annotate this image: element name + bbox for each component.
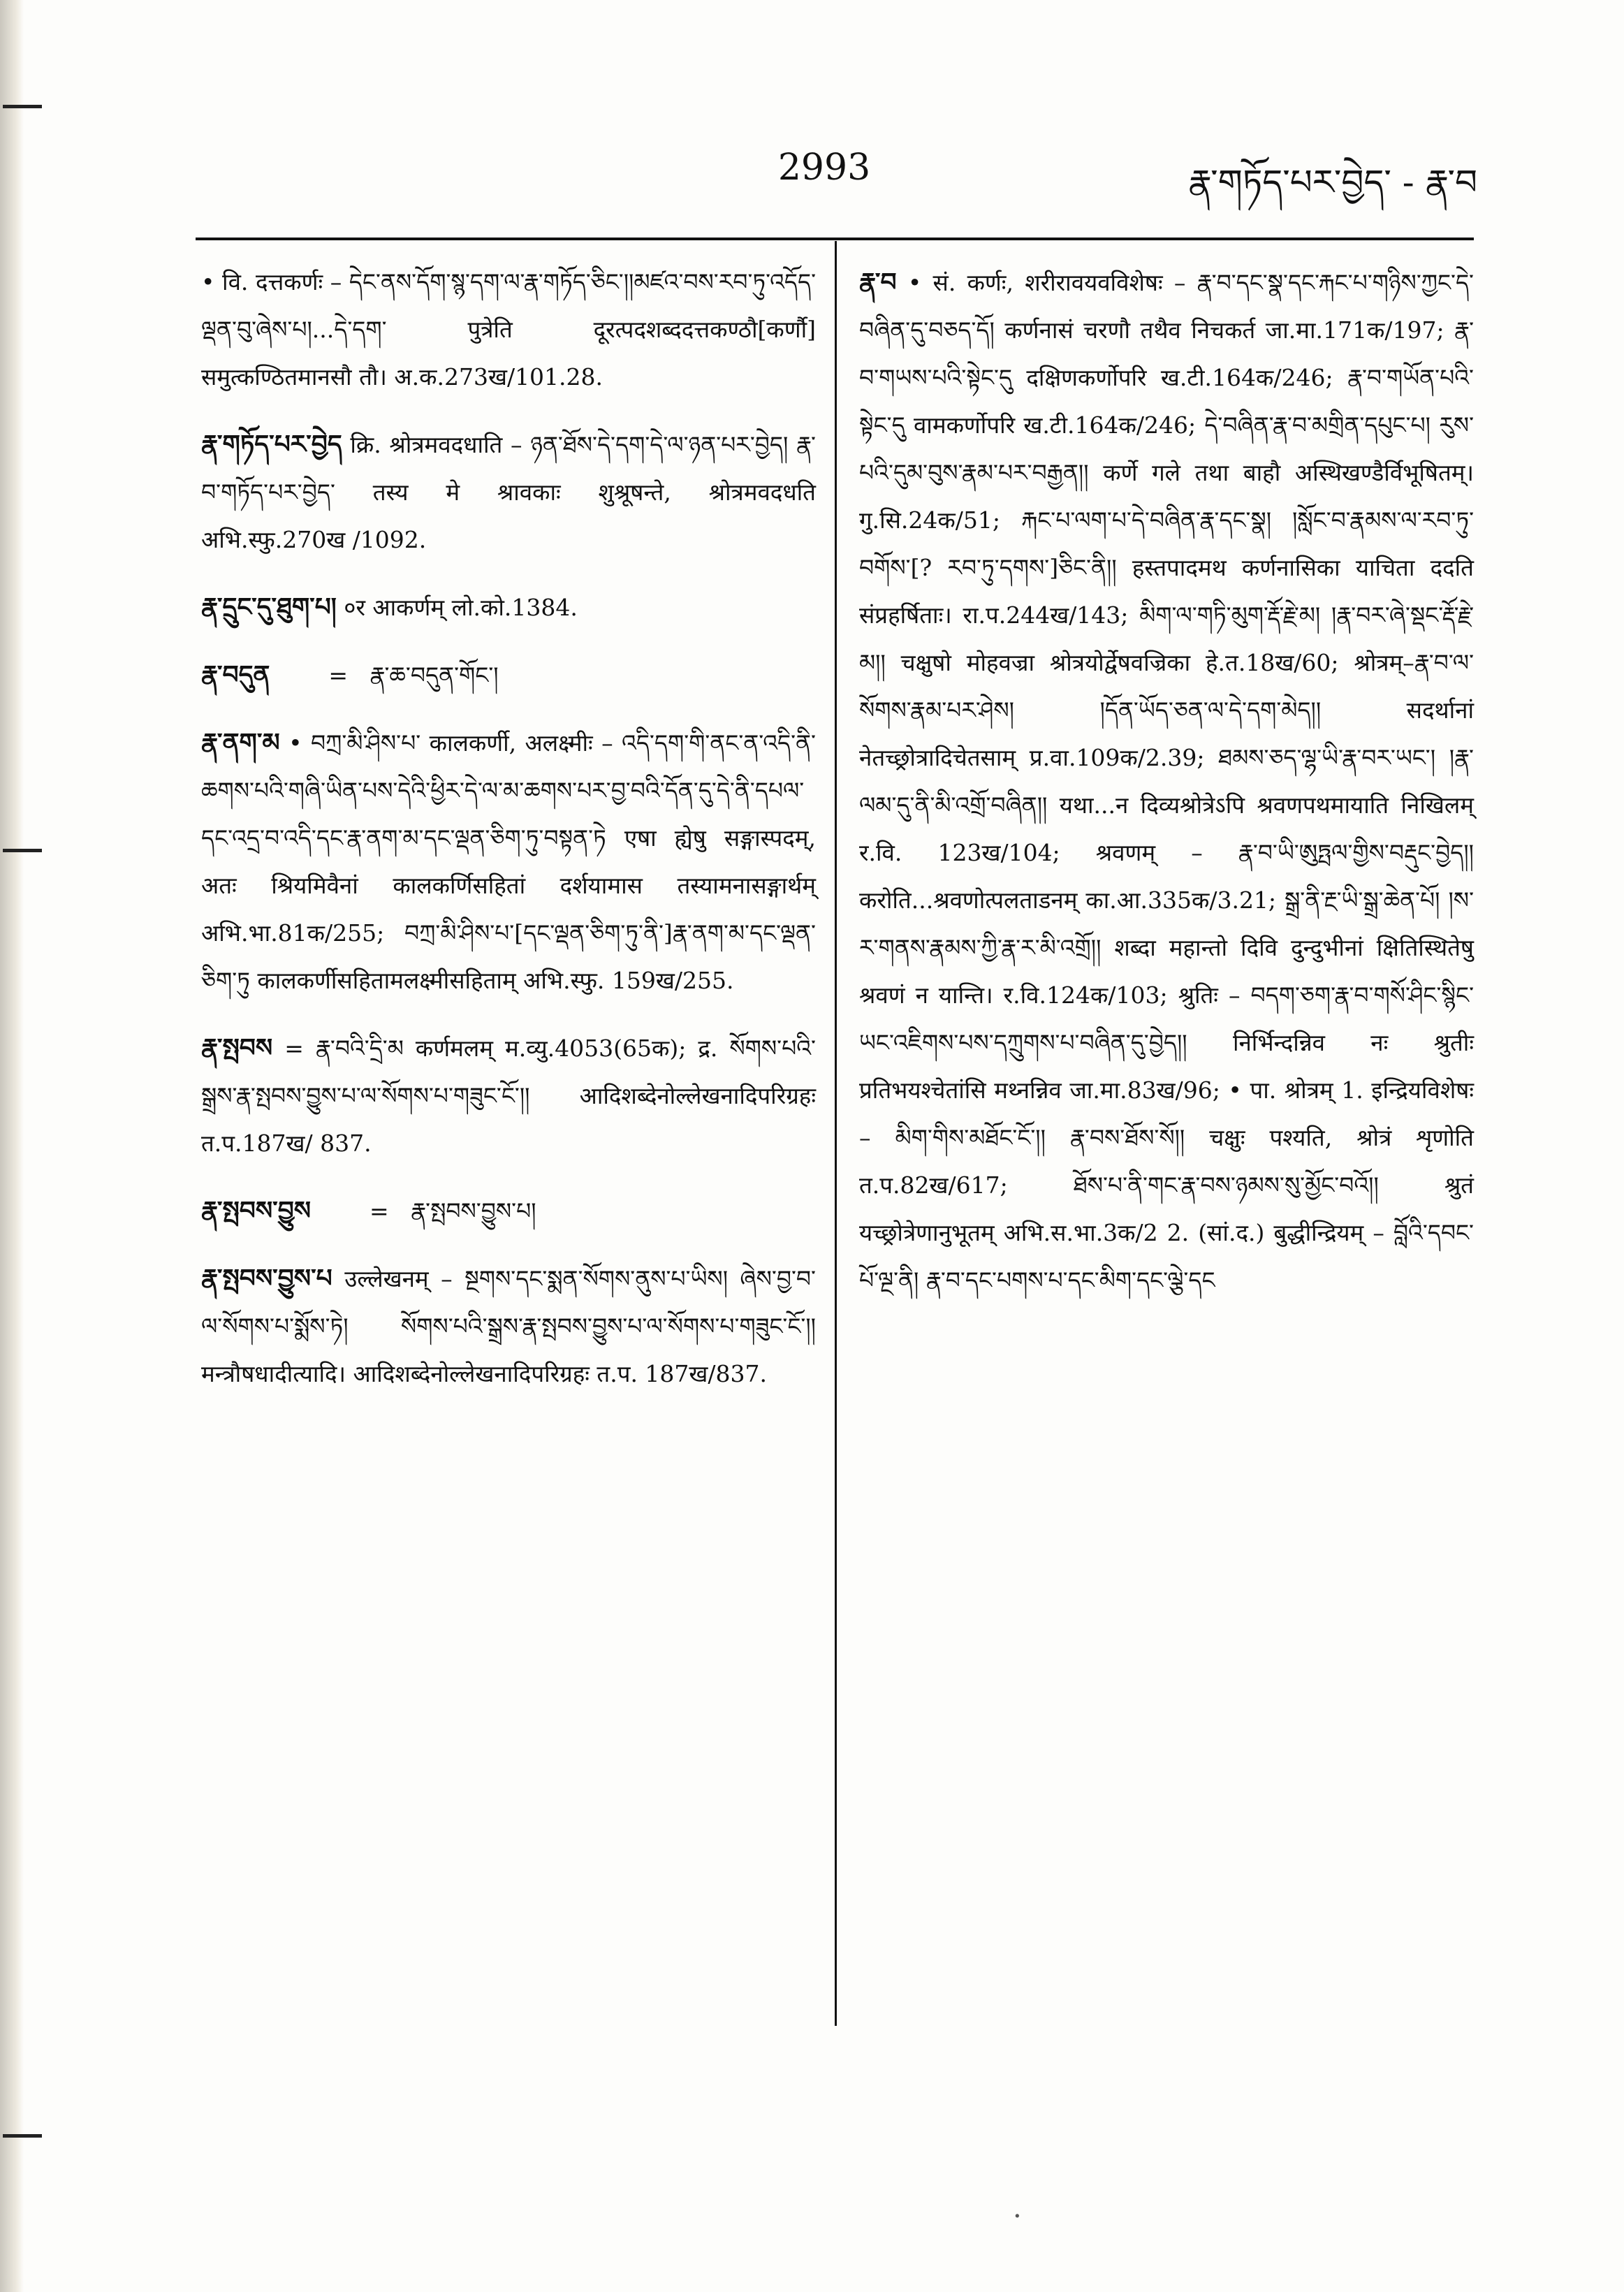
dictionary-entry [201, 583, 816, 632]
right-column [859, 258, 1474, 1324]
entry-headword: རྣ་བ [859, 268, 897, 297]
entry-headword: རྣ་བདུན [201, 660, 270, 689]
entry-headword: རྣ་དྲུང་དུ་ཐུག་པ། [201, 592, 337, 622]
entry-text: = རྣ་བའི་དྲི་མ कर्णमलम् म.व्यु.4053(65क); द्र. སོགས་པའི་སྒྲས་རྣ་སྤབས་བྱུས་པ་ལ་སོགས་པ་གཟུང་ངོ་།། आदिशब्देनोल्लेखनादिपरिग्रहः त.प.187ख/ 837. [201, 1035, 816, 1157]
binding-mark [3, 849, 42, 852]
dictionary-entry [201, 258, 816, 401]
dictionary-entry [201, 651, 816, 699]
entry-text: • བཀྲ་མི་ཤིས་པ་ कालकर्णी, अलक्ष्मीः – འདི་དག་གི་ནང་ན་འདི་ནི་ཆགས་པའི་གཞི་ཡིན་པས་དེའི་ཕྱིར་དེ་ལ་མ་ཆགས་པར་བྱ་བའི་དོན་དུ་དེ་ནི་དཔལ་དང་འདྲ་བ་འདི་དང་རྣ་ནག་མ་དང་ལྡན་ཅིག་ཏུ་བསྟན་ཏེ एषा ह्येषु सङ्गास्पदम्, अतः श्रियमिवैनां कालकर्णिसहितां दर्शयामास तस्यामनासङ्गार्थम् अभि.भा.81क/255; བཀྲ་མི་ཤིས་པ་[དང་ལྡན་ཅིག་ཏུ་ནི་]རྣ་ནག་མ་དང་ལྡན་ཅིག་ཏུ कालकर्णीसहितामलक्ष्मीसहिताम् अभि.स्फु. 159ख/255. [201, 729, 816, 994]
entry-text: क्रि. श्रोत्रमवदधाति – ཉན་ཐོས་དེ་དག་དེ་ལ་ཉན་པར་བྱེད། རྣ་བ་གཏོད་པར་བྱེད་ तस्य मे श्रावकाः शुश्रूषन्ते, श्रोत्रमवदधति अभि.स्फु.270ख /1092. [201, 431, 816, 553]
entry-text: • वि. दत्तकर्णः – དེང་ནས་དོག་སྙ་དག་ལ་རྣ་གཏོད་ཅིང་།།མཛའ་བས་རབ་ཏུ་འདོད་ལྡན་བུ་ཞེས་པ།...དེ་དག་ पुत्रेति दूरत्पदशब्ददत्तकण्ठौ[कर्णौ] समुत्कण्ठितमानसौ तौ। अ.क.273ख/101.28. [201, 268, 816, 390]
entry-text: उल्लेखनम् – སྔགས་དང་སྨན་སོགས་ནུས་པ་ཡིས། ཞེས་བྱ་བ་ལ་སོགས་པ་སྨོས་ཏེ། སོགས་པའི་སྒྲས་རྣ་སྤབས་བྱུས་པ་ལ་སོགས་པ་གཟུང་ངོ་།། मन्त्रौषधादीत्यादि। आदिशब्देनोल्लेखनादिपरिग्रहः त.प. 187ख/837. [201, 1265, 816, 1387]
dictionary-entry [201, 1255, 816, 1398]
entry-text: ०र आकर्णम् लो.को.1384. [336, 594, 578, 621]
page-number: 2993 [777, 147, 871, 189]
binding-edge [0, 0, 24, 2292]
stray-mark: · [1013, 2200, 1022, 2233]
entry-headword: རྣ་ནག་མ [201, 728, 280, 757]
entry-headword: རྣ་གཏོད་པར་བྱེད [201, 430, 342, 459]
entry-text: = རྣ་སྤབས་བྱུས་པ། [311, 1197, 536, 1225]
left-column [201, 258, 816, 1417]
dictionary-entry [201, 1024, 816, 1167]
running-head: རྣ་གཏོད་པར་བྱེད་ - རྣ་བ [1188, 162, 1477, 203]
entry-headword: རྣ་སྤབས [201, 1033, 273, 1063]
dictionary-entry [201, 421, 816, 564]
column-divider [835, 241, 837, 2026]
dictionary-entry [201, 1187, 816, 1235]
dictionary-entry [201, 719, 816, 1005]
entry-text: • सं. कर्णः, शरीरावयवविशेषः – རྣ་བ་དང་སྣ་དང་རྐང་པ་གཉིས་ཀྱང་དེ་བཞིན་དུ་བཅད་དོ། कर्णनासं चरणौ तथैव निचकर्त जा.मा.171क/197; རྣ་བ་གཡས་པའི་སྟེང་དུ दक्षिणकर्णोपरि ख.टी.164क/246; རྣ་བ་གཡོན་པའི་སྟེང་དུ वामकर्णोपरि ख.टी.164क/246; དེ་བཞིན་རྣ་བ་མགྲིན་དཔུང་པ། རུས་པའི་དུམ་བུས་རྣམ་པར་བརྒྱན།། कर्णे गले तथा बाहौ अस्थिखण्डैर्विभूषितम्। गु.सि.24क/51; རྐང་པ་ལག་པ་དེ་བཞིན་རྣ་དང་སྣ། །སློང་བ་རྣམས་ལ་རབ་ཏུ་བགོས་[? རབ་ཏུ་དགས་]ཅིང་ནི།། हस्तपादमथ कर्णनासिका याचिता ददति संप्रहर्षिताः। रा.प.244ख/143; མིག་ལ་གཏི་མུག་རྡོ་རྗེ་མ། །རྣ་བར་ཞེ་སྡང་རྡོ་རྗེ་མ།། चक्षुषो मोहवज्रा श्रोत्रयोर्द्वेषवज्रिका हे.त.18ख/60; श्रोत्रम्–རྣ་བ་ལ་སོགས་རྣམ་པར་ཤེས། །དོན་ཡོད་ཅན་ལ་དེ་དག་མེད།། सदर्थानां नेतच्छ्रोत्रादिचेतसाम् प्र.वा.109क/2.39; ཐམས་ཅད་ལྷ་ཡི་རྣ་བར་ཡང་། །རྣ་ལམ་དུ་ནི་མི་འགྲོ་བཞིན།། यथा...न दिव्यश्रोत्रेऽपि श्रवणपथमायाति निखिलम् र.वि. 123ख/104; श्रवणम् – རྣ་བ་ཡི་ཨུཏྤལ་གྱིས་བརྡུང་བྱེད།། करोति...श्रवणोत्पलताडनम् का.आ.335क/3.21; སྒྲ་ནི་རྔ་ཡི་སྒྲ་ཆེན་པོ། །ས་ར་གནས་རྣམས་ཀྱི་རྣ་ར་མི་འགྲོ།། शब्दा महान्तो दिवि दुन्दुभीनां क्षितिस्थितेषु श्रवणं न यान्ति। र.वि.124क/103; श्रुतिः – བདག་ཅག་རྣ་བ་གསོ་ཤིང་སྙིང་ཡང་འཇིགས་པས་དཀྲུགས་པ་བཞིན་དུ་བྱེད།། निर्भिन्दन्निव नः श्रुतीः प्रतिभयश्चेतांसि मथ्नन्निव जा.मा.83ख/96; • पा. श्रोत्रम् 1. इन्द्रियविशेषः – མིག་གིས་མཐོང་ངོ་།། རྣ་བས་ཐོས་སོ།། चक्षुः पश्यति, श्रोत्रं शृणोति त.प.82ख/617; ཐོས་པ་ནི་གང་རྣ་བས་ཉམས་སུ་མྱོང་བའོ།། श्रुतं यच्छ्रोत्रेणानुभूतम् अभि.स.भा.3क/2 2. (सां.द.) बुद्धीन्द्रियम् – བློའི་དབང་པོ་ལྔ་ནི། རྣ་བ་དང་པགས་པ་དང་མིག་དང་ལྕེ་དང [859, 269, 1474, 1294]
dictionary-entry [859, 258, 1474, 1304]
entry-text: = རྣ་ཆ་བདུན་གོང་། [270, 662, 499, 689]
entry-headword: རྣ་སྤབས་བྱུས་པ [201, 1264, 332, 1293]
header-rule [196, 238, 1474, 240]
entry-headword: རྣ་སྤབས་བྱུས [201, 1196, 312, 1225]
binding-mark [3, 105, 42, 108]
binding-mark [3, 2134, 42, 2138]
